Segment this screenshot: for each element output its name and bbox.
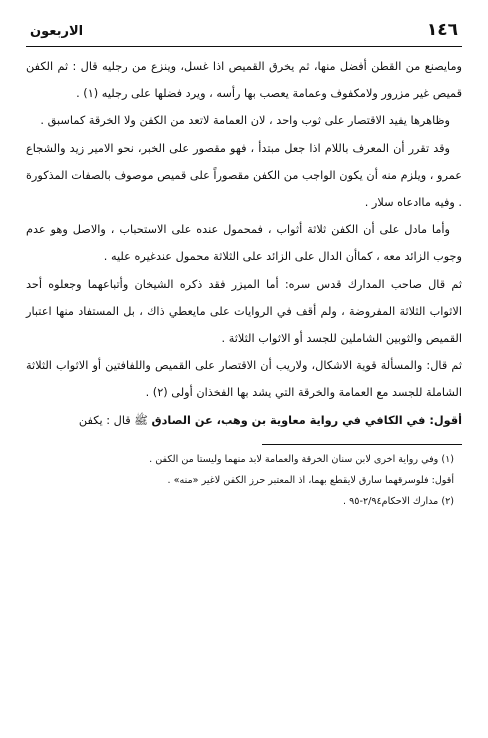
footnotes: [26, 449, 462, 512]
footnote-2: (٢) مدارك الاحكام٢/٩٤-٩٥ .: [343, 495, 454, 507]
book-page: [26, 20, 462, 722]
page-number: ١٤٦: [426, 20, 458, 40]
honorific-symbol: ﷺ: [134, 413, 148, 427]
body-text: [26, 53, 462, 434]
paragraph-4: وأما مادل على أن الكفن ثلاثة أثواب ، فمحمول عنده على الاستحباب ، والاصل وهو عدم وجوب الزائد معه ، كماأن الدال على الزائد على الثلاثة محمول عندغيره عليه .: [26, 223, 462, 264]
paragraph-1: ومايصنع من القطن أفضل منها، ثم يخرق القميص اذا غسل، وينزع من رجليه قال : ثم الكفن قميص غير مزرور ولامكفوف وعمامة يعصب بها رأسه ، ويرد فضلها على رجليه (١) .: [26, 60, 462, 101]
paragraph-5: ثم قال صاحب المدارك قدس سره: أما الميزر فقد ذكره الشيخان وأتباعهما وجعلوه أحد الاثواب الثلاثة المفروضة ، ولم أقف في الروايات على مايعطي ذاك ، بل المستفاد منها اعتبار القميص والثوبين الشاملين للجسد أو الاثواب الثلاثة .: [26, 277, 462, 346]
paragraph-2: وظاهرها يفيد الاقتصار على ثوب واحد ، لان العمامة لاتعد من الكفن ولا الخرقة كماسبق .: [40, 114, 450, 128]
running-head: [26, 20, 462, 47]
paragraph-6: ثم قال: والمسألة قوية الاشكال، ولاريب أن الاقتصار على القميص واللفافتين أو الاثواب الثلاثة الشاملة للجسد مع العمامة والخرقة التي يشد بها الفخذان أولى (٢) .: [26, 359, 462, 400]
footnote-rule: [262, 444, 462, 445]
paragraph-7-tail: قال : يكفن: [78, 413, 131, 427]
footnote-1: (١) وفي رواية اخرى لابن سنان الخرقة والعمامة لابد منهما وليستا من الكفن .: [149, 453, 454, 465]
paragraph-7: [26, 407, 462, 434]
paragraph-3: وقد تقرر أن المعرف باللام اذا جعل مبتدأ ، فهو مقصور على الخبر، نحو الامير زيد والشجاع عمرو ، ويلزم منه أن يكون الواجب من الكفن مقصوراً على قميص موصوف بالصفات المذكورة . وفيه ماادعاه سلار .: [26, 141, 462, 210]
running-title: الاربعون: [30, 24, 84, 39]
paragraph-7-lead: أقول: في الكافي في رواية معاوية بن وهب، عن الصادق: [151, 413, 462, 427]
footnote-1-continuation: أقول: فلوسرقهما سارق لايقطع بهما، اذ المعتبر حرز الكفن لاغير «منه» .: [167, 474, 454, 486]
